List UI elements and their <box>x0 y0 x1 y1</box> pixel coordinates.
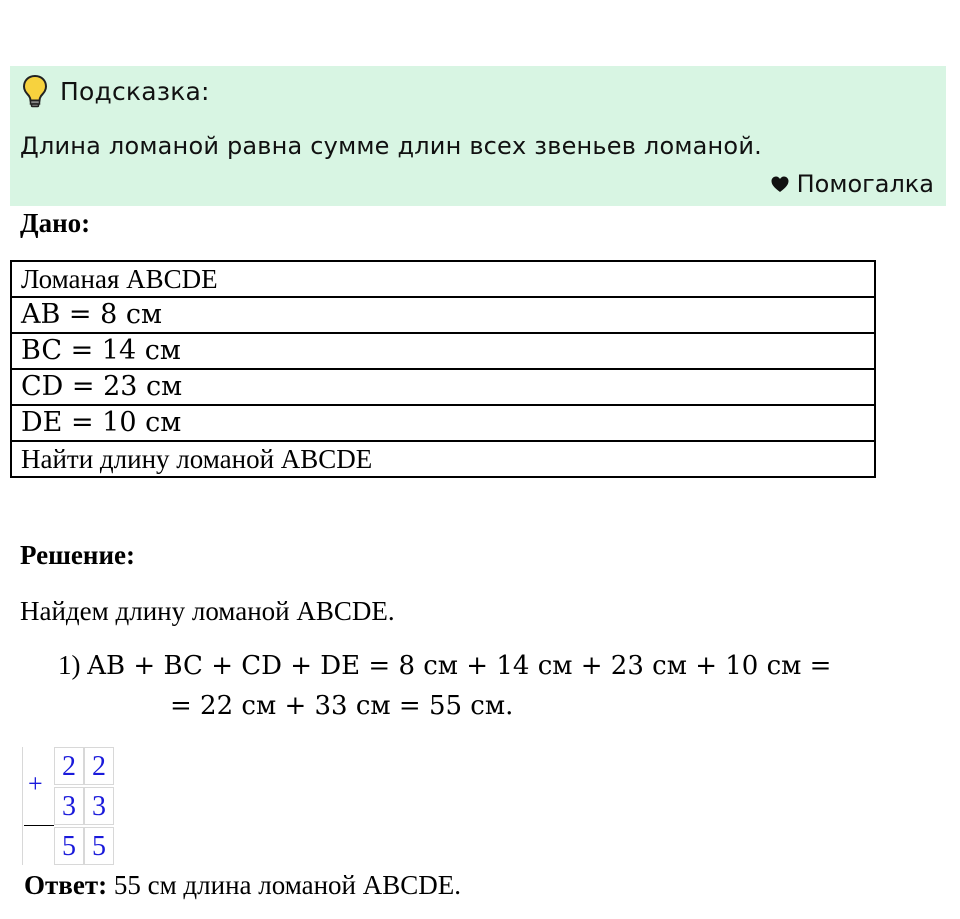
hint-box <box>10 66 946 206</box>
table-row <box>11 369 875 405</box>
brand-label: Помогалка <box>796 170 934 198</box>
column-rule <box>22 747 23 865</box>
given-row-polyline: Ломаная ABCDE <box>11 261 875 297</box>
table-row <box>11 405 875 441</box>
answer <box>24 870 461 901</box>
result-cell: 5 <box>84 827 114 865</box>
given-row-ab: AB = 8 см <box>11 297 875 333</box>
plus-sign: + <box>28 769 43 798</box>
given-row-find: Найти длину ломаной ABCDE <box>11 441 875 477</box>
digit-cell: 3 <box>84 787 114 825</box>
answer-label: Ответ: <box>24 870 108 900</box>
heart-icon <box>771 176 789 193</box>
digit-cell: 3 <box>54 787 84 825</box>
brand-link[interactable] <box>771 170 934 198</box>
equation-line-2 <box>170 690 513 721</box>
hint-title: Подсказка: <box>60 76 210 106</box>
lightbulb-icon <box>22 74 48 108</box>
table-row <box>11 297 875 333</box>
digit-cell: 2 <box>54 747 84 785</box>
equation-2-text: = 22 см + 33 см = 55 см. <box>170 691 514 721</box>
sum-line <box>24 825 54 826</box>
given-heading: Дано: <box>20 208 91 238</box>
solution-intro: Найдем длину ломаной ABCDE. <box>20 596 395 626</box>
given-row-bc: BC = 14 см <box>11 333 875 369</box>
table-row <box>11 333 875 369</box>
given-row-de: DE = 10 см <box>11 405 875 441</box>
digit-cell: 2 <box>84 747 114 785</box>
result-cell: 5 <box>54 827 84 865</box>
answer-text: 55 см длина ломаной ABCDE. <box>113 870 462 900</box>
table-row <box>11 441 875 477</box>
equation-1-text: AB + BC + CD + DE = 8 см + 14 см + 23 см + 10 см = <box>87 651 832 681</box>
given-row-cd: CD = 23 см <box>11 369 875 405</box>
solution-heading: Решение: <box>20 540 135 570</box>
equation-line-1 <box>58 650 831 681</box>
hint-header <box>22 74 210 108</box>
step-number: 1) <box>58 650 81 680</box>
table-row <box>11 261 875 297</box>
hint-text: Длина ломаной равна сумме длин всех звеньев ломаной. <box>20 132 762 160</box>
given-table <box>10 260 876 478</box>
